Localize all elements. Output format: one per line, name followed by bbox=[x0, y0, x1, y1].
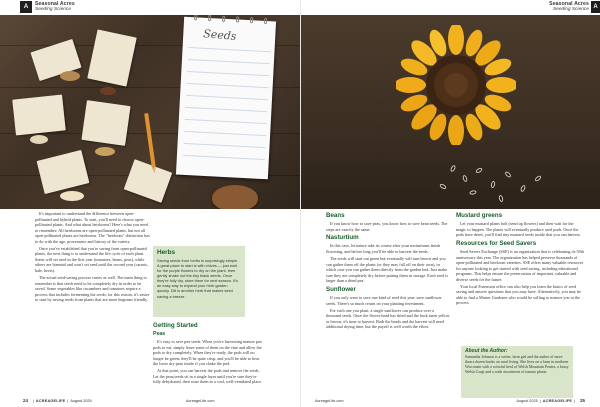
sunflower-head bbox=[396, 25, 516, 145]
right-page bbox=[300, 0, 600, 407]
site-url[interactable]: AcreageLife.com bbox=[315, 399, 344, 403]
intro-column bbox=[35, 211, 150, 304]
section-title: Seasonal Acres bbox=[549, 1, 589, 7]
magazine-name: ACREAGELIFE bbox=[35, 398, 66, 403]
beans-heading: Beans bbox=[326, 212, 345, 219]
body-paragraph: The seeds will start out green but eventually will turn brown and you can gather them off the plants (or they may fall off on their own), in which case you can gather them directly from the garden bed. Just make sure they are completely dry before putting them in storage. Each seed is larger than a dried pea. bbox=[326, 256, 448, 284]
seed-pile bbox=[30, 135, 48, 144]
notebook bbox=[176, 17, 276, 180]
page-footer bbox=[516, 398, 588, 403]
page-number: 24 bbox=[23, 398, 28, 403]
notebook-coil bbox=[264, 18, 267, 24]
getting-started-column bbox=[153, 322, 265, 386]
body-paragraph: It's easy to save pea seeds. When you're harvesting mature pea pods to eat, simply leave some of them on the vine and allow the pods to dry completely. When they're ready, the pods will no longer be green; they'll be quite crisp, and you'll be able to hear the loose dry peas inside if you shake the pod. bbox=[153, 339, 262, 367]
seed-packets-photo bbox=[0, 15, 300, 209]
ruled-line bbox=[183, 155, 265, 160]
section-heading: Getting Started bbox=[153, 322, 198, 329]
sunflower-seed bbox=[462, 175, 468, 183]
right-column-1 bbox=[326, 212, 450, 331]
body-paragraph: Your local Extension office can also help you learn the basics of seed saving and answer questions that you may have. Alternatively, you may be able to find a Master Gardener who would be willing to mentor you in the process. bbox=[456, 283, 581, 306]
sunflower-seed bbox=[498, 195, 504, 203]
seed-packet bbox=[81, 100, 130, 146]
section-header bbox=[549, 2, 589, 12]
sidebar-text: Saving seeds from herbs is surprisingly simple. A great place to start is with chives — just wait for the purple flowers to dry on the plant, then gently shake out the tiny black seeds. Once they're fully dry, store them for next season. It's an easy way to expand your herb garden quickly. Dill is another herb that makes seed saving a breeze. bbox=[157, 258, 239, 299]
body-paragraph: For each one you plant, a single sunflower can produce over a thousand seeds. Once the flower head has dried and the back turns yellow or brown, it's time to harvest. Both the heads and the harvest will need additional drying time, but the payoff is well worth the effort. bbox=[326, 307, 450, 330]
notebook-coil bbox=[236, 16, 239, 22]
seed-packet bbox=[37, 150, 90, 194]
sidebar-title: Herbs bbox=[157, 249, 176, 256]
sunflower-photo bbox=[301, 15, 600, 209]
body-paragraph: Seed Savers Exchange (SSE) is an organization that is celebrating its 50th anniversary this year. The organization has helped preserve thousands of open-pollinated and heirloom varieties. SSE offers many valuable resources for anyone looking to get started with seed saving, including educational programs. This helps ensure the preservation of important, valuable and diverse seeds for the future. bbox=[456, 249, 585, 282]
site-url[interactable]: AcreageLife.com bbox=[186, 399, 215, 403]
sunflower-seed bbox=[450, 164, 457, 172]
subsection-heading: Peas bbox=[153, 331, 166, 338]
about-author-box bbox=[461, 346, 573, 398]
issue-date: August 2025 bbox=[516, 398, 538, 403]
separator: | bbox=[539, 398, 541, 403]
section-subtitle: Seeding Science bbox=[552, 7, 589, 13]
about-author-title: About the Author: bbox=[465, 348, 508, 354]
seed-pile bbox=[60, 71, 80, 81]
ruled-line bbox=[185, 119, 267, 124]
wooden-bowl bbox=[212, 185, 258, 209]
separator: | bbox=[67, 398, 69, 403]
ruled-line bbox=[185, 107, 267, 112]
magazine-logo: A bbox=[20, 1, 32, 13]
seed-pile bbox=[95, 147, 115, 156]
notebook-handwriting: Seeds bbox=[202, 27, 238, 44]
seed-pile bbox=[100, 87, 116, 95]
notebook-coil bbox=[250, 17, 253, 23]
sunflower-seed bbox=[490, 181, 495, 189]
seed-packet bbox=[12, 94, 65, 135]
ruled-line bbox=[188, 59, 270, 64]
ruled-line bbox=[189, 47, 271, 52]
page-footer bbox=[20, 398, 92, 403]
issue-date: August 2025 bbox=[70, 398, 92, 403]
body-paragraph: It's important to understand the difference between open-pollinated and hybrid plants. To start, you'll need to choose open-pollinated plants. And what about heirlooms? Here's what you need to remember: All heirlooms are open-pollinated plants, but not all open-pollinated plants are heirlooms. The "heirloom" distinction has to do with the age, provenance and history of the variety. bbox=[35, 211, 150, 244]
mustard-heading: Mustard greens bbox=[456, 212, 503, 219]
section-subtitle: Seeding Science bbox=[35, 7, 72, 13]
herbs-sidebar bbox=[153, 246, 245, 317]
ruled-line bbox=[187, 71, 269, 76]
site-footer bbox=[315, 399, 344, 403]
body-paragraph: At that point, you can harvest the pods and remove the seeds. Let the peas/seeds sit in a single layer until you're sure they're fully dehydrated, then store them in a cool, well-ventilated place. bbox=[153, 368, 263, 385]
notebook-coil bbox=[194, 15, 197, 20]
sunflower-seed bbox=[469, 190, 477, 195]
nasturtium-heading: Nasturtium bbox=[326, 234, 359, 242]
sunflower-heading: Sunflower bbox=[326, 285, 356, 293]
notebook-coil bbox=[222, 16, 225, 22]
about-author-text: Samantha Johnson is a writer, farm girl and the author of more than a dozen books on rural living. She lives on a farm in northern Wisconsin with a colorful herd of Welsh Mountain Ponies, a bossy Welsh Corgi and a wide assortment of tomato plants. bbox=[465, 355, 569, 375]
sunflower-seed bbox=[475, 167, 483, 174]
body-paragraph: If you only want to save one kind of seed this year, save sunflower seeds. There's so much return on your planting investment. bbox=[326, 294, 442, 306]
seed-packet bbox=[87, 29, 137, 86]
section-title: Seasonal Acres bbox=[35, 1, 75, 7]
body-paragraph: If you know how to save peas, you know how to save bean seeds. The steps are exactly the same. bbox=[326, 221, 448, 232]
ruled-line bbox=[186, 95, 268, 100]
sunflower-seed bbox=[534, 175, 542, 183]
body-paragraph: Let your mustard plants bolt (send up flowers) and then wait for the magic to happen. The plants will eventually produce seed pods. Once the pods have dried, you'll find tiny mustard seeds inside that you can harvest. bbox=[456, 221, 581, 238]
seed-packet bbox=[124, 159, 173, 203]
body-paragraph: In this case, let nature take its course after your nasturtiums finish flowering, and before long you'll be able to harvest the seeds. bbox=[326, 243, 441, 255]
sunflower-seed bbox=[504, 171, 512, 179]
separator: | bbox=[32, 398, 34, 403]
right-column-2 bbox=[456, 212, 584, 307]
body-paragraph: Once you've established that you're saving from open-pollinated plants, the next thing is to understand the life cycle of each plant. Some will set seed in the first year (tomatoes, beans, peas), while others are biennial and won't set seed until the second year (carrots, kale, beets). bbox=[35, 245, 149, 273]
section-header bbox=[35, 2, 75, 12]
page-number: 25 bbox=[580, 398, 585, 403]
resources-heading: Resources for Seed Savers bbox=[456, 239, 537, 247]
ruled-line bbox=[187, 83, 269, 88]
notebook-coil bbox=[208, 15, 211, 21]
site-footer bbox=[186, 399, 215, 403]
sunflower-seed bbox=[439, 183, 447, 190]
seed-pile bbox=[60, 191, 84, 201]
ruled-line bbox=[184, 131, 266, 136]
pencil bbox=[144, 113, 156, 168]
magazine-name: ACREAGELIFE bbox=[542, 398, 573, 403]
ruled-line bbox=[184, 143, 266, 148]
body-paragraph: The actual seed-saving process varies as well. The main thing to remember is that seeds need to be completely dry in order to be saved. Some vegetables like cucumbers and tomatoes require a process that includes fermenting the seeds; for this reason, it's easier to start by saving seeds from plants that are more beginner friendly. bbox=[35, 275, 150, 303]
sunflower-seed bbox=[520, 184, 527, 192]
magazine-logo: A bbox=[591, 1, 600, 13]
separator: | bbox=[574, 398, 576, 403]
